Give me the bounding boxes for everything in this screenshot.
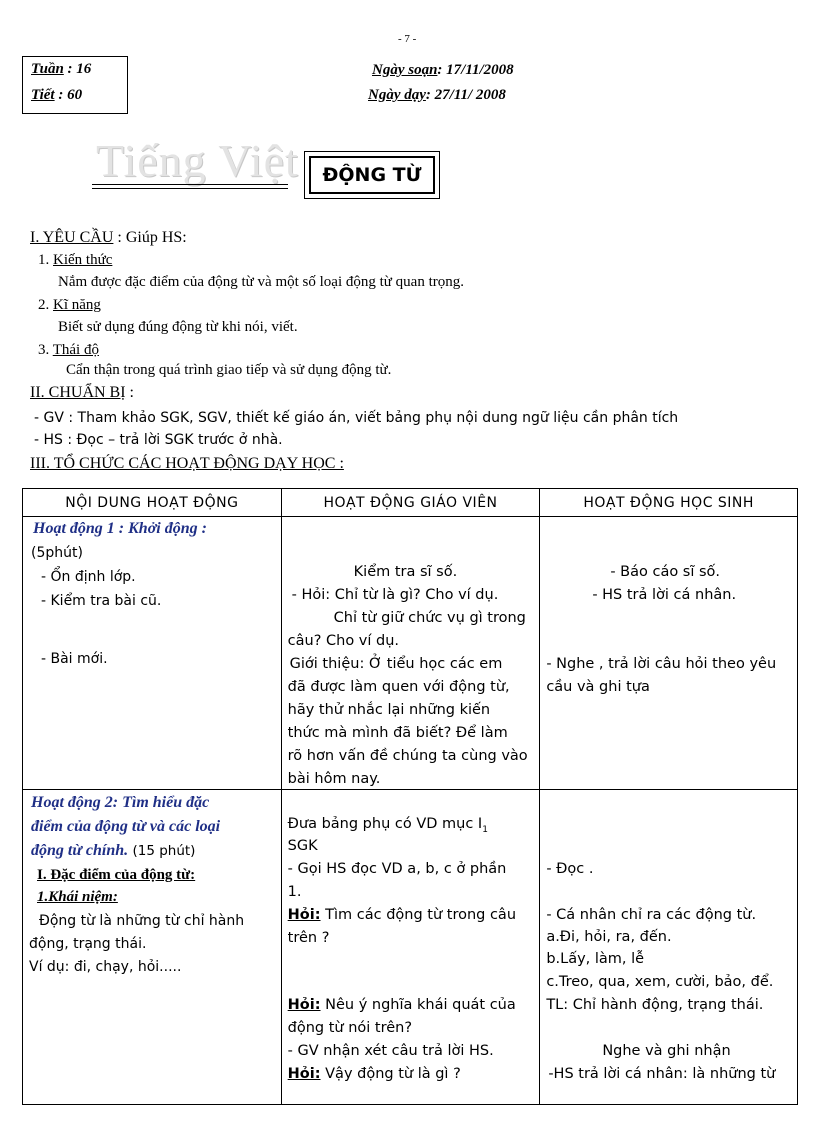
teacher-line: Chỉ từ giữ chức vụ gì trong <box>333 610 526 626</box>
student-line: - Đọc . <box>546 861 594 877</box>
week-value: : 16 <box>67 61 92 77</box>
section2-heading-line <box>30 384 134 402</box>
ask-label: Hỏi: <box>287 1066 321 1082</box>
teacher-line: hãy thử nhắc lại những kiến <box>287 702 491 718</box>
student-line: - HS trả lời cá nhân. <box>592 587 737 603</box>
student-line: - Cá nhân chỉ ra các động từ. <box>546 907 757 923</box>
row1-student-cell <box>540 517 798 790</box>
ask-label: Hỏi: <box>287 997 321 1013</box>
teacher-line: - GV nhận xét câu trả lời HS. <box>287 1043 494 1059</box>
teacher-line: - Gọi HS đọc VD a, b, c ở phần <box>287 861 507 877</box>
logo-underline-2 <box>92 188 288 189</box>
section1-item1-title-line <box>38 252 112 269</box>
subheading-characteristics: I. Đặc điểm của động từ: <box>37 867 196 883</box>
teacher-line: - Hỏi: Chỉ từ là gì? Cho ví dụ. <box>291 587 499 603</box>
item-label: 2. <box>38 297 53 313</box>
col-header-student: HOẠT ĐỘNG HỌC SINH <box>540 489 798 517</box>
section1-item3-text: Cẩn thận trong quá trình giao tiếp và sử dụng động từ. <box>66 362 392 378</box>
teacher-line <box>288 816 488 835</box>
activity1-item: - Bài mới. <box>41 651 108 667</box>
lesson-title-box <box>304 151 440 199</box>
student-line: - Báo cáo sĩ số. <box>610 564 721 580</box>
activity1-heading: Hoạt động 1 : Khởi động : <box>33 520 207 537</box>
date-taught-value: : 27/11/ 2008 <box>425 87 506 103</box>
subject-logo: Tiếng Việt <box>96 135 299 186</box>
date-prepared-label: Ngày soạn <box>372 62 438 78</box>
page-number: - 7 - <box>398 33 417 45</box>
teacher-line: trên ? <box>287 930 330 946</box>
period-line <box>31 87 82 104</box>
section1-item2-text: Biết sử dụng đúng động từ khi nói, viết. <box>58 319 298 335</box>
activity2-time: (15 phút) <box>128 843 196 859</box>
week-period-box <box>22 56 128 114</box>
concept-text: Động từ là những từ chỉ hành <box>39 913 245 929</box>
teacher-line: rõ hơn vấn đề chúng ta cùng vào <box>287 748 528 764</box>
student-line: Nghe và ghi nhận <box>602 1043 731 1059</box>
student-line: - Nghe , trả lời câu hỏi theo yêu <box>546 656 777 672</box>
date-prepared-value: : 17/11/2008 <box>437 62 514 78</box>
row2-student-cell <box>540 790 798 1105</box>
section2-heading: II. CHUẨN BỊ <box>30 384 126 401</box>
teacher-line: câu? Cho ví dụ. <box>287 633 400 649</box>
student-line: TL: Chỉ hành động, trạng thái. <box>546 997 764 1013</box>
logo-underline <box>92 184 288 185</box>
activity1-item: - Kiểm tra bài cũ. <box>41 593 162 609</box>
col-header-content: NỘI DUNG HOẠT ĐỘNG <box>23 489 282 517</box>
activity2-heading-line3 <box>31 842 195 860</box>
student-line: cầu và ghi tựa <box>546 679 650 695</box>
teacher-line: 1. <box>287 884 302 900</box>
teacher-line: đã được làm quen với động từ, <box>287 679 510 695</box>
concept-heading: 1.Khái niệm: <box>37 889 118 905</box>
week-line <box>31 61 91 78</box>
student-line: b.Lấy, làm, lễ <box>546 951 645 967</box>
row1-content-cell <box>23 517 282 790</box>
week-label: Tuần <box>31 61 64 77</box>
concept-example: Ví dụ: đi, chạy, hỏi..... <box>29 959 182 975</box>
section1-heading-line <box>30 229 187 247</box>
table-row <box>23 790 798 1105</box>
period-label: Tiết <box>31 87 55 103</box>
section2-hs-line: - HS : Đọc – trả lời SGK trước ở nhà. <box>34 432 283 448</box>
date-taught <box>368 87 506 104</box>
teacher-line-text: Đưa bảng phụ có VD mục I <box>287 816 483 832</box>
teacher-line-text: Tìm các động từ trong câu <box>325 907 517 923</box>
date-prepared <box>372 62 514 79</box>
activity2-heading: động từ chính. <box>31 842 129 859</box>
activities-table <box>22 488 798 1105</box>
row1-teacher-cell <box>281 517 540 790</box>
section2-suffix: : <box>129 384 134 401</box>
item-label: 1. <box>38 252 53 268</box>
student-line: -HS trả lời cá nhân: là những từ <box>548 1066 776 1082</box>
item-label: 3. <box>38 342 53 358</box>
student-line: a.Đi, hỏi, ra, đến. <box>546 929 672 945</box>
section1-item1-text: Nắm được đặc điểm của động từ và một số loại động từ quan trọng. <box>58 274 464 290</box>
section1-suffix: : Giúp HS: <box>117 229 187 246</box>
ask-label: Hỏi: <box>287 907 321 923</box>
teacher-line: động từ nói trên? <box>287 1020 413 1036</box>
activity2-heading: điểm của động từ và các loại <box>31 818 221 835</box>
teacher-line-subscript: 1 <box>482 824 488 835</box>
student-line: c.Treo, qua, xem, cười, bảo, để. <box>546 974 774 990</box>
teacher-line-text: Vậy động từ là gì ? <box>325 1066 461 1082</box>
item-title: Kiến thức <box>53 252 113 268</box>
section1-heading: I. YÊU CẦU <box>30 229 114 246</box>
table-header-row <box>23 489 798 517</box>
table-row <box>23 517 798 790</box>
col-header-teacher: HOẠT ĐỘNG GIÁO VIÊN <box>281 489 540 517</box>
item-title: Kĩ năng <box>53 297 101 313</box>
teacher-line-text: Nêu ý nghĩa khái quát của <box>325 997 516 1013</box>
concept-text: động, trạng thái. <box>29 936 147 952</box>
teacher-line <box>288 1066 461 1082</box>
activity2-heading: Hoạt động 2: Tìm hiểu đặc <box>31 794 210 811</box>
teacher-line: Kiểm tra sĩ số. <box>353 564 458 580</box>
section1-item2-title-line <box>38 297 101 314</box>
date-taught-label: Ngày dạy <box>368 87 426 103</box>
row2-content-cell <box>23 790 282 1105</box>
activity1-item: - Ổn định lớp. <box>41 569 136 585</box>
teacher-line: bài hôm nay. <box>287 771 381 787</box>
row2-teacher-cell <box>281 790 540 1105</box>
activity1-time: (5phút) <box>31 545 83 561</box>
section3-heading: III. TỔ CHỨC CÁC HOẠT ĐỘNG DẠY HỌC : <box>30 455 344 472</box>
teacher-line <box>288 997 516 1013</box>
section1-item3-title-line <box>38 342 99 359</box>
section2-gv-line: - GV : Tham khảo SGK, SGV, thiết kế giáo án, viết bảng phụ nội dung ngữ liệu cần phân tích <box>34 410 679 426</box>
teacher-line <box>288 907 516 923</box>
teacher-line: SGK <box>287 838 318 854</box>
teacher-line: thức mà mình đã biết? Để làm <box>287 725 508 741</box>
item-title: Thái độ <box>52 342 99 358</box>
lesson-title: ĐỘNG TỪ <box>309 156 435 194</box>
period-value: : 60 <box>58 87 83 103</box>
teacher-line: Giới thiệu: Ở tiểu học các em <box>289 656 503 672</box>
